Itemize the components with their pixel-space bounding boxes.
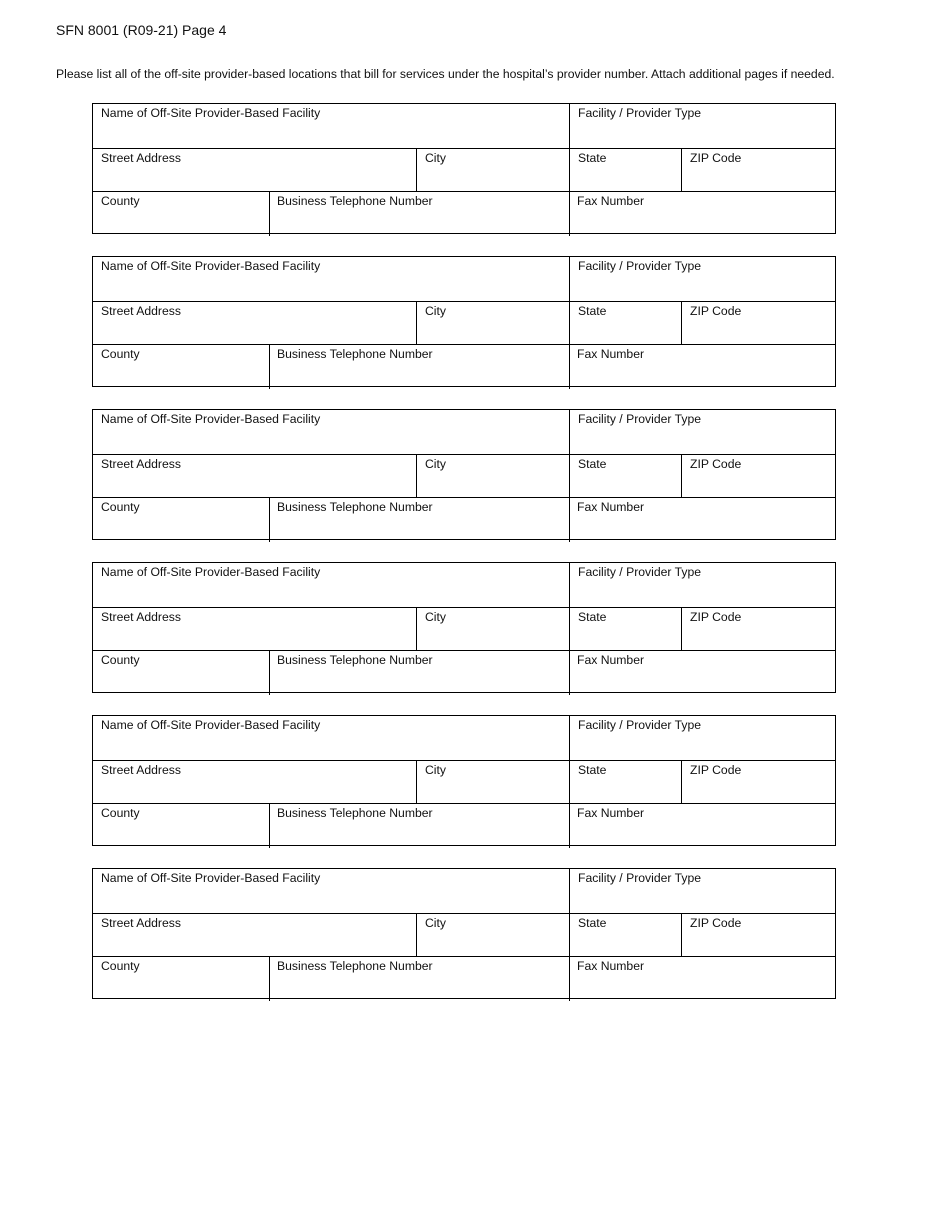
zip-code-field[interactable]	[681, 302, 835, 346]
zip-code-label: ZIP Code	[690, 762, 742, 777]
city-label: City	[425, 303, 446, 318]
business-phone-field[interactable]	[269, 804, 569, 848]
fax-number-label: Fax Number	[577, 347, 645, 361]
facility-name-field[interactable]	[93, 257, 569, 301]
instructions: Please list all of the off-site provider-based locations that bill for services under the hospital’s provider number. Attach additional pages if needed.	[56, 67, 835, 81]
zip-code-field[interactable]	[681, 914, 835, 958]
zip-code-field[interactable]	[681, 761, 835, 805]
county-label: County	[101, 500, 140, 514]
county-field[interactable]	[93, 651, 269, 695]
business-phone-label: Business Telephone Number	[277, 347, 433, 361]
state-field[interactable]	[569, 302, 681, 346]
fax-number-label: Fax Number	[577, 653, 645, 667]
street-address-label: Street Address	[101, 456, 181, 471]
street-address-field[interactable]	[93, 608, 416, 652]
county-label: County	[101, 347, 140, 361]
county-field[interactable]	[93, 345, 269, 389]
facility-name-field[interactable]	[93, 410, 569, 454]
street-address-field[interactable]	[93, 302, 416, 346]
facility-row-1	[93, 563, 835, 607]
city-field[interactable]	[416, 302, 569, 346]
form-id: SFN 8001 (R09-21) Page 4	[56, 22, 227, 38]
city-label: City	[425, 915, 446, 930]
zip-code-label: ZIP Code	[690, 150, 742, 165]
state-field[interactable]	[569, 149, 681, 193]
facility-row-3	[93, 344, 835, 389]
provider-type-label: Facility / Provider Type	[578, 565, 702, 579]
facility-name-field[interactable]	[93, 104, 569, 148]
business-phone-label: Business Telephone Number	[277, 959, 433, 973]
state-label: State	[578, 762, 607, 777]
street-address-field[interactable]	[93, 761, 416, 805]
fax-number-field[interactable]	[569, 804, 835, 848]
state-label: State	[578, 303, 607, 318]
city-field[interactable]	[416, 761, 569, 805]
fax-number-field[interactable]	[569, 192, 835, 236]
county-field[interactable]	[93, 804, 269, 848]
city-label: City	[425, 456, 446, 471]
provider-type-field[interactable]	[569, 410, 835, 454]
state-label: State	[578, 456, 607, 471]
business-phone-field[interactable]	[269, 192, 569, 236]
provider-type-field[interactable]	[569, 869, 835, 913]
street-address-label: Street Address	[101, 303, 181, 318]
county-field[interactable]	[93, 498, 269, 542]
facility-row-2	[93, 760, 835, 805]
county-label: County	[101, 959, 140, 973]
street-address-label: Street Address	[101, 150, 181, 165]
zip-code-label: ZIP Code	[690, 609, 742, 624]
provider-type-label: Facility / Provider Type	[578, 412, 702, 426]
facility-row-3	[93, 650, 835, 695]
fax-number-label: Fax Number	[577, 959, 645, 973]
city-label: City	[425, 609, 446, 624]
fax-number-label: Fax Number	[577, 500, 645, 514]
facility-block	[92, 409, 836, 540]
facility-name-label: Name of Off-Site Provider-Based Facility	[101, 565, 321, 579]
street-address-field[interactable]	[93, 914, 416, 958]
provider-type-label: Facility / Provider Type	[578, 718, 702, 732]
county-label: County	[101, 653, 140, 667]
facility-name-label: Name of Off-Site Provider-Based Facility	[101, 106, 321, 120]
facility-row-1	[93, 257, 835, 301]
state-label: State	[578, 915, 607, 930]
provider-type-field[interactable]	[569, 257, 835, 301]
facility-block	[92, 256, 836, 387]
business-phone-label: Business Telephone Number	[277, 194, 433, 208]
county-field[interactable]	[93, 192, 269, 236]
facility-block	[92, 562, 836, 693]
fax-number-field[interactable]	[569, 651, 835, 695]
zip-code-field[interactable]	[681, 608, 835, 652]
facility-block	[92, 715, 836, 846]
fax-number-field[interactable]	[569, 498, 835, 542]
fax-number-label: Fax Number	[577, 806, 645, 820]
fax-number-field[interactable]	[569, 345, 835, 389]
business-phone-label: Business Telephone Number	[277, 806, 433, 820]
facility-row-1	[93, 104, 835, 148]
business-phone-field[interactable]	[269, 345, 569, 389]
facility-row-3	[93, 497, 835, 542]
facility-row-2	[93, 607, 835, 652]
street-address-label: Street Address	[101, 762, 181, 777]
business-phone-field[interactable]	[269, 498, 569, 542]
business-phone-label: Business Telephone Number	[277, 653, 433, 667]
state-label: State	[578, 150, 607, 165]
provider-type-label: Facility / Provider Type	[578, 259, 702, 273]
street-address-label: Street Address	[101, 609, 181, 624]
business-phone-field[interactable]	[269, 651, 569, 695]
street-address-label: Street Address	[101, 915, 181, 930]
state-field[interactable]	[569, 914, 681, 958]
provider-type-field[interactable]	[569, 563, 835, 607]
facility-block	[92, 868, 836, 999]
facility-row-3	[93, 956, 835, 1001]
facility-row-2	[93, 454, 835, 499]
facility-row-2	[93, 148, 835, 193]
facility-row-3	[93, 191, 835, 236]
provider-type-field[interactable]	[569, 104, 835, 148]
zip-code-label: ZIP Code	[690, 456, 742, 471]
county-label: County	[101, 806, 140, 820]
facility-row-2	[93, 301, 835, 346]
facility-name-label: Name of Off-Site Provider-Based Facility	[101, 871, 321, 885]
zip-code-label: ZIP Code	[690, 303, 742, 318]
state-field[interactable]	[569, 455, 681, 499]
state-label: State	[578, 609, 607, 624]
facility-name-label: Name of Off-Site Provider-Based Facility	[101, 718, 321, 732]
city-field[interactable]	[416, 455, 569, 499]
zip-code-field[interactable]	[681, 149, 835, 193]
facility-row-1	[93, 716, 835, 760]
facility-block	[92, 103, 836, 234]
zip-code-field[interactable]	[681, 455, 835, 499]
facility-name-field[interactable]	[93, 869, 569, 913]
city-field[interactable]	[416, 149, 569, 193]
provider-type-label: Facility / Provider Type	[578, 871, 702, 885]
business-phone-field[interactable]	[269, 957, 569, 1001]
facility-name-field[interactable]	[93, 716, 569, 760]
state-field[interactable]	[569, 608, 681, 652]
facility-row-2	[93, 913, 835, 958]
city-label: City	[425, 762, 446, 777]
facility-name-label: Name of Off-Site Provider-Based Facility	[101, 259, 321, 273]
facility-row-1	[93, 410, 835, 454]
county-label: County	[101, 194, 140, 208]
provider-type-label: Facility / Provider Type	[578, 106, 702, 120]
fax-number-field[interactable]	[569, 957, 835, 1001]
street-address-field[interactable]	[93, 149, 416, 193]
county-field[interactable]	[93, 957, 269, 1001]
facility-row-3	[93, 803, 835, 848]
facility-row-1	[93, 869, 835, 913]
city-field[interactable]	[416, 608, 569, 652]
street-address-field[interactable]	[93, 455, 416, 499]
city-label: City	[425, 150, 446, 165]
business-phone-label: Business Telephone Number	[277, 500, 433, 514]
facility-name-label: Name of Off-Site Provider-Based Facility	[101, 412, 321, 426]
state-field[interactable]	[569, 761, 681, 805]
fax-number-label: Fax Number	[577, 194, 645, 208]
zip-code-label: ZIP Code	[690, 915, 742, 930]
facility-name-field[interactable]	[93, 563, 569, 607]
provider-type-field[interactable]	[569, 716, 835, 760]
city-field[interactable]	[416, 914, 569, 958]
